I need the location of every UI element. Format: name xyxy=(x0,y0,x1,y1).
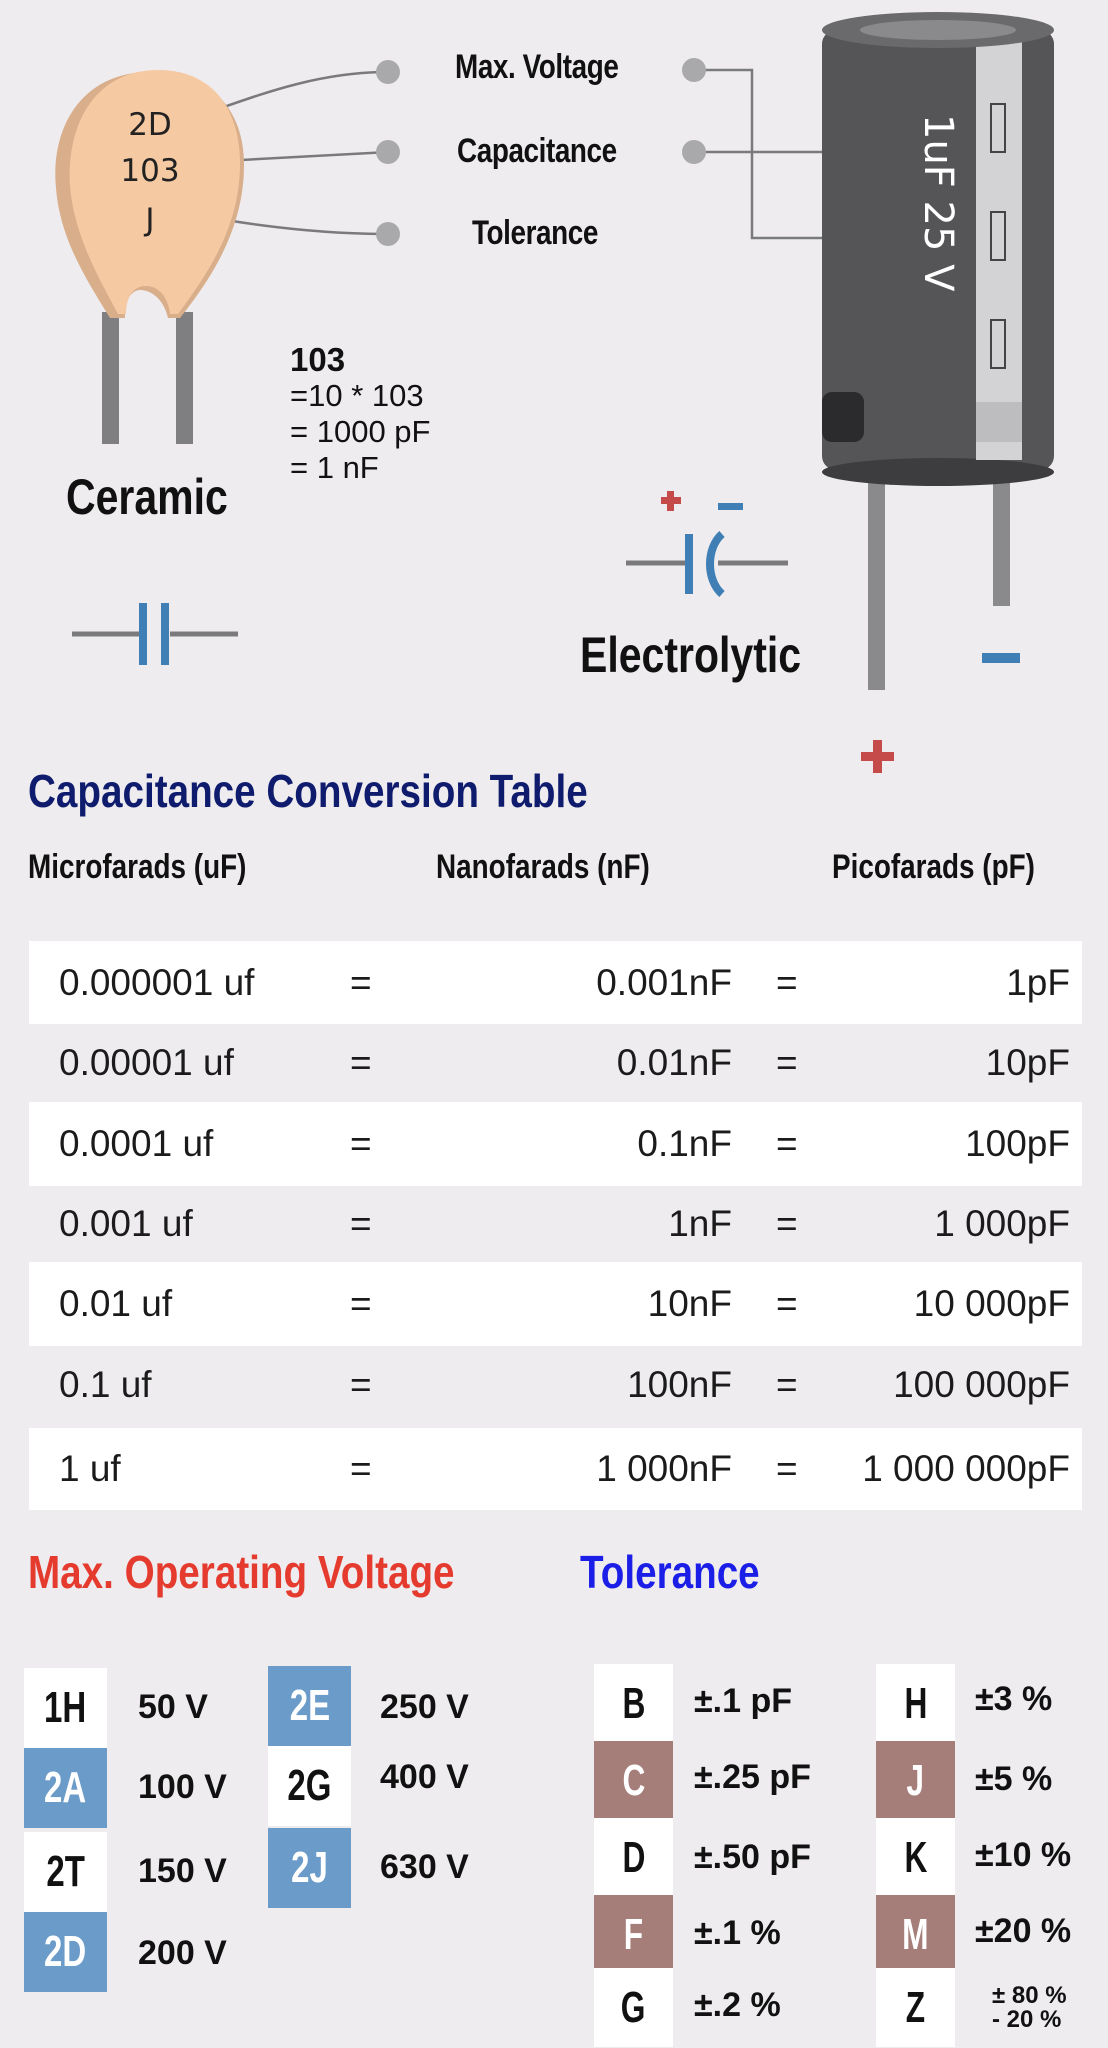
equals-sign: = xyxy=(350,1283,372,1324)
table-row xyxy=(29,1186,1082,1262)
conversion-table-title: Capacitance Conversion Table xyxy=(28,765,588,817)
tolerance-code-z: Z xyxy=(876,1968,955,2047)
cell-pf: 1pF xyxy=(1006,961,1070,1003)
equals-sign: = xyxy=(776,1448,798,1489)
voltage-value-2d: 200 V xyxy=(138,1934,227,1972)
cell-pf: 10pF xyxy=(985,1042,1070,1083)
electrolytic-capacitor-icon xyxy=(822,12,1054,690)
tolerance-code-c: C xyxy=(594,1741,673,1820)
electrolytic-label: Electrolytic xyxy=(580,627,802,683)
cell-nf: 0.1nF xyxy=(637,1123,732,1164)
table-row xyxy=(29,1428,1082,1510)
capacitance-label: Capacitance xyxy=(457,132,617,170)
voltage-code-2e: 2E xyxy=(268,1666,351,1746)
voltage-code-2g: 2G xyxy=(268,1746,351,1826)
table-row xyxy=(29,1262,1082,1346)
tolerance-value-f: ±.1 % xyxy=(694,1914,781,1952)
cell-pf: 10 000pF xyxy=(913,1283,1070,1324)
equals-sign: = xyxy=(776,1042,798,1083)
cell-pf: 100 000pF xyxy=(893,1364,1070,1405)
cell-uf: 0.00001 uf xyxy=(59,1042,234,1083)
voltage-value-2t: 150 V xyxy=(138,1852,227,1890)
formula-title: 103 xyxy=(290,341,346,378)
table-row xyxy=(29,1024,1082,1102)
voltage-code-2a: 2A xyxy=(24,1748,107,1828)
formula-line-2: = 1000 pF xyxy=(290,414,431,449)
ceramic-tolerance-code: J xyxy=(145,202,155,238)
max-voltage-label: Max. Voltage xyxy=(455,48,619,86)
formula-line-1: =10 * 103 xyxy=(290,378,424,413)
tolerance-code-g: G xyxy=(594,1968,673,2047)
voltage-value-2g: 400 V xyxy=(380,1758,469,1796)
electrolytic-capacitor-symbol-icon xyxy=(626,491,788,594)
electrolytic-marking: 1uF 25 V xyxy=(915,114,961,292)
tolerance-code-b: B xyxy=(594,1664,673,1743)
cell-nf: 10nF xyxy=(647,1283,732,1324)
voltage-value-2a: 100 V xyxy=(138,1768,227,1806)
formula-line-3: = 1 nF xyxy=(290,450,379,485)
capacitance-formula xyxy=(290,342,430,486)
table-row xyxy=(29,941,1082,1024)
equals-sign: = xyxy=(350,1448,372,1489)
cell-nf: 1 000nF xyxy=(596,1448,732,1489)
cell-uf: 0.01 uf xyxy=(59,1283,173,1324)
cell-uf: 1 uf xyxy=(59,1448,121,1489)
tolerance-code-j: J xyxy=(876,1741,955,1820)
voltage-code-2j: 2J xyxy=(268,1828,351,1908)
tolerance-code-h: H xyxy=(876,1664,955,1743)
cell-pf: 100pF xyxy=(965,1123,1070,1164)
voltage-code-1h: 1H xyxy=(24,1668,107,1748)
tolerance-value-k: ±10 % xyxy=(975,1836,1072,1874)
tolerance-value-m: ±20 % xyxy=(975,1912,1072,1950)
ceramic-capacitor-symbol-icon xyxy=(72,603,238,665)
cell-nf: 0.001nF xyxy=(596,961,732,1003)
tolerance-value-c: ±.25 pF xyxy=(694,1758,811,1796)
equals-sign: = xyxy=(776,961,798,1003)
cell-nf: 1nF xyxy=(668,1203,732,1244)
equals-sign: = xyxy=(776,1283,798,1324)
tolerance-value-z xyxy=(992,1984,1067,2032)
tolerance-value-z-plus: ± 80 % xyxy=(992,1982,1067,2009)
ceramic-capacitance-code: 103 xyxy=(120,153,180,189)
header-microfarads: Microfarads (uF) xyxy=(28,848,247,886)
voltage-code-2t: 2T xyxy=(24,1832,107,1912)
tolerance-value-j: ±5 % xyxy=(975,1760,1053,1798)
capacitor-diagram xyxy=(0,0,1108,790)
cell-nf: 0.01nF xyxy=(616,1042,732,1083)
negative-terminal-icon xyxy=(982,653,1020,663)
tolerance-value-d: ±.50 pF xyxy=(694,1838,811,1876)
voltage-value-1h: 50 V xyxy=(138,1688,208,1726)
cell-uf: 0.1 uf xyxy=(59,1364,152,1405)
equals-sign: = xyxy=(350,1123,372,1164)
cell-pf: 1 000pF xyxy=(934,1203,1070,1244)
tolerance-value-h: ±3 % xyxy=(975,1680,1053,1718)
cell-uf: 0.0001 uf xyxy=(59,1123,214,1164)
table-row xyxy=(29,1102,1082,1186)
ceramic-label: Ceramic xyxy=(66,469,228,525)
tolerance-code-m: M xyxy=(876,1895,955,1974)
tolerance-label: Tolerance xyxy=(472,214,598,252)
equals-sign: = xyxy=(350,1203,372,1244)
equals-sign: = xyxy=(776,1203,798,1244)
equals-sign: = xyxy=(776,1123,798,1164)
tolerance-value-g: ±.2 % xyxy=(694,1986,781,2024)
equals-sign: = xyxy=(350,961,372,1003)
header-nanofarads: Nanofarads (nF) xyxy=(436,848,650,886)
positive-terminal-icon xyxy=(861,740,894,773)
tolerance-code-d: D xyxy=(594,1818,673,1897)
cell-pf: 1 000 000pF xyxy=(862,1448,1070,1489)
equals-sign: = xyxy=(350,1364,372,1405)
tolerance-section-title: Tolerance xyxy=(580,1546,760,1598)
cell-uf: 0.000001 uf xyxy=(59,961,255,1003)
cell-nf: 100nF xyxy=(627,1364,732,1405)
tolerance-code-f: F xyxy=(594,1895,673,1974)
table-row xyxy=(29,1346,1082,1424)
equals-sign: = xyxy=(350,1042,372,1083)
tolerance-code-k: K xyxy=(876,1818,955,1897)
cell-uf: 0.001 uf xyxy=(59,1203,193,1244)
voltage-value-2j: 630 V xyxy=(380,1848,469,1886)
voltage-value-2e: 250 V xyxy=(380,1688,469,1726)
tolerance-value-b: ±.1 pF xyxy=(694,1682,792,1720)
equals-sign: = xyxy=(776,1364,798,1405)
voltage-code-2d: 2D xyxy=(24,1912,107,1992)
header-picofarads: Picofarads (pF) xyxy=(832,848,1035,886)
ceramic-voltage-code: 2D xyxy=(128,107,172,143)
voltage-section-title: Max. Operating Voltage xyxy=(28,1546,455,1598)
tolerance-value-z-minus: - 20 % xyxy=(992,2006,1062,2033)
